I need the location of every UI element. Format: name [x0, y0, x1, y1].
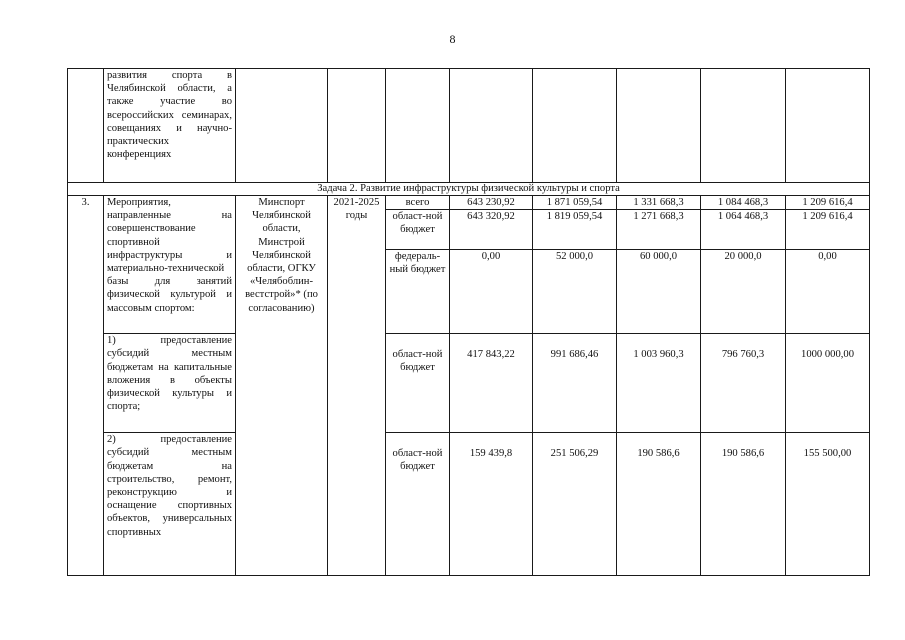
funding-value: 0,00	[786, 250, 870, 334]
row3-executors: Минспорт Челябинской области, Минстрой Челябинской области, ОГКУ «Челябоблин-вестстрой»* (по согласованию)	[236, 196, 328, 576]
task-title: Задача 2. Развитие инфраструктуры физической культуры и спорта	[68, 183, 870, 196]
funding-value: 0,00	[450, 250, 533, 334]
row-number: 3.	[68, 196, 104, 576]
funding-value: 1000 000,00	[786, 334, 870, 433]
funding-value: 159 439,8	[450, 433, 533, 576]
sub1-description: 1) предоставление субсидий местным бюджетам на капитальные вложения в объекты физической культуры и спорта;	[104, 334, 236, 433]
funding-value: 1 819 059,54	[533, 210, 617, 250]
cell-empty	[617, 69, 701, 183]
table-row	[68, 69, 870, 183]
cell-empty	[701, 69, 786, 183]
row3-description: Мероприятия, направленные на совершенствование спортивной инфраструктуры и материально-технической базы для занятий физической культурой и массовым спортом:	[104, 196, 236, 334]
funding-value: 1 003 960,3	[617, 334, 701, 433]
funding-value: 190 586,6	[701, 433, 786, 576]
funding-source: област-ной бюджет	[386, 433, 450, 576]
row-top-description: развития спорта в Челябинской области, а также участие во всероссийских семинарах, совещаниях и научно-практических конференциях	[104, 69, 236, 183]
funding-value: 251 506,29	[533, 433, 617, 576]
funding-value: 52 000,0	[533, 250, 617, 334]
funding-value: 1 331 668,3	[617, 196, 701, 210]
funding-value: 1 871 059,54	[533, 196, 617, 210]
funding-value: 20 000,0	[701, 250, 786, 334]
funding-value: 155 500,00	[786, 433, 870, 576]
table-row	[68, 334, 870, 433]
cell-empty	[68, 69, 104, 183]
funding-source: област-ной бюджет	[386, 210, 450, 250]
funding-value: 417 843,22	[450, 334, 533, 433]
cell-empty	[386, 69, 450, 183]
task-heading-row	[68, 183, 870, 196]
cell-empty	[328, 69, 386, 183]
funding-value: 796 760,3	[701, 334, 786, 433]
cell-empty	[786, 69, 870, 183]
funding-value: 1 064 468,3	[701, 210, 786, 250]
funding-value: 1 084 468,3	[701, 196, 786, 210]
sub2-description: 2) предоставление субсидий местным бюджетам на строительство, ремонт, реконструкцию и оснащение спортивных объектов, универсальных спортивных	[104, 433, 236, 576]
cell-empty	[533, 69, 617, 183]
funding-value: 991 686,46	[533, 334, 617, 433]
funding-value: 643 320,92	[450, 210, 533, 250]
funding-source: федераль-ный бюджет	[386, 250, 450, 334]
funding-source: област-ной бюджет	[386, 334, 450, 433]
funding-value: 60 000,0	[617, 250, 701, 334]
table-row	[68, 433, 870, 576]
cell-empty	[236, 69, 328, 183]
funding-source: всего	[386, 196, 450, 210]
funding-value: 1 271 668,3	[617, 210, 701, 250]
funding-value: 1 209 616,4	[786, 210, 870, 250]
table-row	[68, 196, 870, 210]
funding-value: 190 586,6	[617, 433, 701, 576]
program-table	[67, 68, 870, 576]
page-number: 8	[449, 32, 456, 46]
funding-value: 1 209 616,4	[786, 196, 870, 210]
funding-value: 643 230,92	[450, 196, 533, 210]
row3-period: 2021-2025 годы	[328, 196, 386, 576]
cell-empty	[450, 69, 533, 183]
